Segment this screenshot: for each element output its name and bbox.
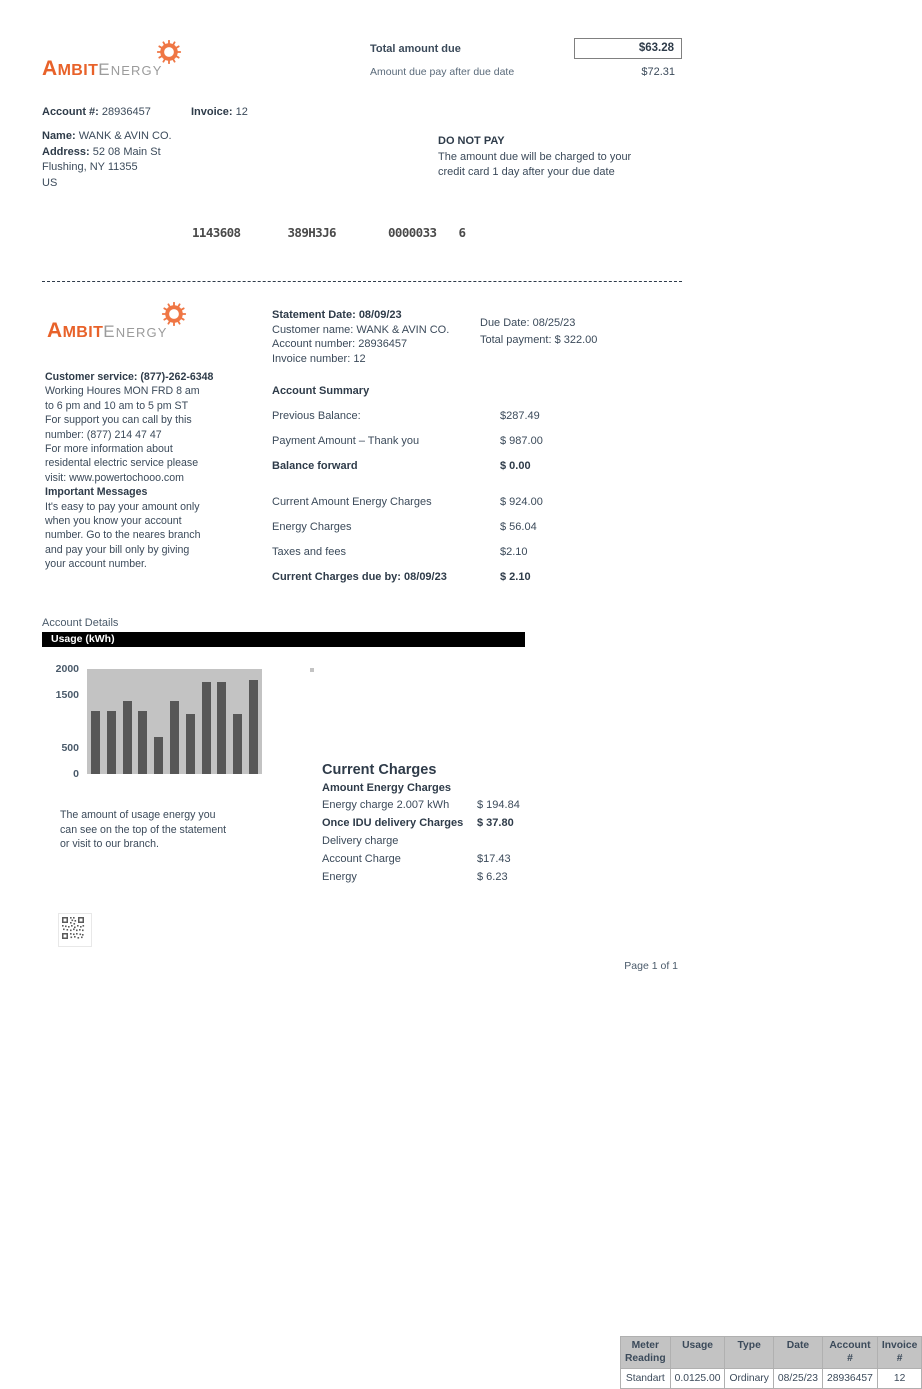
summary-row-value: $287.49 <box>500 410 540 422</box>
micr-segment-4: 6 <box>458 225 466 240</box>
summary-row-value: $ 2.10 <box>500 571 531 583</box>
meter-cell-invoice: 12 <box>877 1369 921 1389</box>
account-details-title: Account Details <box>42 617 119 629</box>
sunburst-icon <box>156 39 182 65</box>
meter-table-head <box>621 1337 922 1369</box>
brand-ambit-rest: MBIT <box>57 62 99 79</box>
meter-cell-account: 28936457 <box>823 1369 878 1389</box>
micr-segment-2: 389H3J6 <box>287 225 336 240</box>
summary-row-label: Current Amount Energy Charges <box>272 496 432 508</box>
meter-cell-usage: 0.0125.00 <box>670 1369 725 1389</box>
working-hours-line1: Working Houres MON FRD 8 am <box>45 385 200 398</box>
usage-section-header: Usage (kWh) <box>42 632 525 647</box>
summary-row-label: Current Charges due by: 08/09/23 <box>272 571 447 583</box>
after-due-date-label: Amount due pay after due date <box>370 66 515 78</box>
charge-value: $ 194.84 <box>477 799 520 811</box>
customer-address-line3: US <box>42 176 58 189</box>
customer-name-value: WANK & AVIN CO. <box>78 130 172 142</box>
customer-address-line2: Flushing, NY 11355 <box>42 161 138 173</box>
summary-row-value: $ 924.00 <box>500 496 543 508</box>
total-amount-due-row <box>370 38 682 59</box>
chart-y-tick: 2000 <box>55 663 79 675</box>
important-line4: and pay your bill only by giving <box>45 543 190 556</box>
charge-label: Account Charge <box>322 853 401 865</box>
usage-note-line2: can see on the top of the statement <box>60 823 227 836</box>
stub-invoice-label: Invoice: <box>190 106 233 118</box>
brand-name-energy: ENERGY <box>98 60 163 79</box>
statement-date-row <box>272 308 449 323</box>
meter-col-meter-reading: Meter Reading <box>621 1337 671 1369</box>
meter-col-invoice: Invoice # <box>877 1337 921 1369</box>
charge-label: Energy <box>322 871 357 883</box>
charge-label: Once IDU delivery Charges <box>322 817 464 829</box>
statement-account-row <box>272 337 449 352</box>
summary-spacer <box>272 485 682 496</box>
summary-row <box>272 521 682 533</box>
chart-bar <box>170 701 179 775</box>
summary-row <box>272 546 682 558</box>
stub-account-value: 28936457 <box>101 106 151 118</box>
meter-col-type: Type <box>725 1337 773 1369</box>
statement-customer-value: WANK & AVIN CO. <box>356 323 450 336</box>
meter-reading-table <box>620 1336 922 1389</box>
charge-row <box>322 817 652 829</box>
amount-due-block <box>370 38 682 85</box>
micr-scanline <box>192 225 465 240</box>
support-line2: number: (877) 214 47 47 <box>45 428 162 441</box>
charge-label: Energy charge 2.007 kWh <box>322 799 450 811</box>
charge-value: $17.43 <box>477 853 511 865</box>
statement-date-value: 08/09/23 <box>358 309 402 321</box>
charge-value: $ 6.23 <box>477 871 508 883</box>
summary-row <box>272 410 682 422</box>
brand-logo-top <box>42 58 162 79</box>
do-not-pay-heading: DO NOT PAY <box>438 135 505 147</box>
stub-account-line <box>42 106 248 118</box>
customer-name-label: Name: <box>42 130 76 142</box>
important-line5: your account number. <box>45 558 147 571</box>
customer-address-label: Address: <box>42 145 90 158</box>
due-date-line: Due Date: 08/25/23 <box>480 317 576 329</box>
important-messages-heading: Important Messages <box>45 486 148 499</box>
statement-meta-block <box>272 308 449 366</box>
summary-row-label: Payment Amount – Thank you <box>272 435 420 447</box>
summary-row <box>272 571 682 583</box>
total-payment-line: Total payment: $ 322.00 <box>480 334 598 346</box>
stub-invoice-value: 12 <box>235 106 248 118</box>
charge-value: $ 37.80 <box>477 817 514 829</box>
meter-col-usage: Usage <box>670 1337 725 1369</box>
total-amount-due-value: $63.28 <box>574 38 682 59</box>
chart-y-tick: 1500 <box>55 689 79 702</box>
customer-name-row <box>42 129 172 145</box>
charge-label: Delivery charge <box>322 835 399 847</box>
chart-plot-area <box>87 669 262 774</box>
after-due-date-value: $72.31 <box>641 66 675 78</box>
summary-row-label: Energy Charges <box>272 521 352 533</box>
page-footer: Page 1 of 1 <box>624 960 678 972</box>
support-line1: For support you can call by this <box>45 414 192 427</box>
micr-segment-1: 1143608 <box>192 225 241 240</box>
account-summary-title: Account Summary <box>272 385 370 397</box>
meter-col-account: Account # <box>823 1337 878 1369</box>
statement-account-label: Account number: <box>272 338 356 351</box>
charge-row <box>322 835 652 847</box>
sunburst-icon <box>161 301 187 327</box>
important-line2: when you know your account <box>45 515 182 528</box>
summary-row-label: Taxes and fees <box>272 546 346 558</box>
meter-col-date: Date <box>773 1337 822 1369</box>
qr-code-icon[interactable] <box>58 913 92 947</box>
account-summary <box>272 385 682 596</box>
micr-segment-3: 0000033 <box>387 225 437 240</box>
customer-address-block <box>42 129 172 191</box>
summary-row-value: $ 56.04 <box>500 521 537 533</box>
chart-bar <box>91 711 100 774</box>
tear-off-divider <box>42 281 682 282</box>
statement-account-value: 28936457 <box>358 338 408 351</box>
statement-invoice-row <box>272 352 449 367</box>
customer-address-row <box>42 145 172 161</box>
charge-row <box>322 799 652 811</box>
meter-cell-reading: Standart <box>621 1369 671 1389</box>
summary-row-label: Balance forward <box>272 460 358 472</box>
meter-table-body <box>621 1369 922 1389</box>
statement-customer-row <box>272 323 449 338</box>
info-line2: residental electric service please <box>45 457 199 470</box>
meter-table-header-row <box>621 1337 922 1369</box>
chart-bar <box>202 682 211 774</box>
chart-y-tick: 0 <box>73 768 79 780</box>
chart-bar <box>154 737 163 774</box>
summary-row-label: Previous Balance: <box>272 410 361 422</box>
stub-account-label: Account #: <box>42 106 99 118</box>
brand-logo-statement: AMBITENERGY <box>47 320 167 341</box>
table-row <box>621 1369 922 1389</box>
usage-note-line1: The amount of usage energy you <box>60 809 216 821</box>
summary-row-value: $ 987.00 <box>500 435 543 447</box>
chart-bar <box>123 701 132 775</box>
chart-bar <box>249 680 258 775</box>
qr-code-glyph <box>61 916 85 940</box>
chart-bar <box>107 711 116 774</box>
info-line1: For more information about <box>45 443 173 456</box>
meter-cell-date: 08/25/23 <box>773 1369 822 1389</box>
chart-bar <box>233 714 242 774</box>
customer-service-label: Customer service: <box>45 371 138 383</box>
chart-y-tick: 500 <box>61 741 79 754</box>
website-link[interactable]: visit: www.powertochooo.com <box>45 471 184 484</box>
summary-row-value: $2.10 <box>500 546 528 558</box>
chart-bar <box>217 682 226 774</box>
statement-invoice-value: 12 <box>353 352 366 365</box>
charge-row <box>322 853 652 865</box>
statement-date-label: Statement Date: <box>272 309 356 321</box>
chart-bar <box>138 711 147 774</box>
customer-service-phone[interactable]: (877)-262-6348 <box>140 371 214 383</box>
current-charges-subtitle: Amount Energy Charges <box>322 782 451 794</box>
summary-row <box>272 460 682 472</box>
due-date-block <box>480 315 597 349</box>
charge-row <box>322 871 652 883</box>
current-charges-title: Current Charges <box>322 762 437 778</box>
chart-bar <box>186 714 195 774</box>
usage-note <box>60 808 295 852</box>
summary-row <box>272 496 682 508</box>
important-line1: It's easy to pay your amount only <box>45 500 200 513</box>
customer-service-row <box>45 370 258 384</box>
usage-note-line3: or visit to our branch. <box>60 838 159 850</box>
brand-name-ambit: AMBIT <box>42 57 99 80</box>
do-not-pay-notice <box>438 134 708 181</box>
working-hours-line2: to 6 pm and 10 am to 5 pm ST <box>45 399 189 412</box>
current-charges-section <box>322 762 652 889</box>
do-not-pay-line1: The amount due will be charged to your <box>438 150 632 163</box>
after-due-date-row <box>370 66 682 78</box>
summary-row <box>272 435 682 447</box>
statement-customer-label: Customer name: <box>272 323 354 336</box>
usage-bar-chart <box>42 663 287 780</box>
chart-y-axis <box>42 663 84 780</box>
meter-cell-type: Ordinary <box>725 1369 773 1389</box>
do-not-pay-line2: credit card 1 day after your due date <box>438 166 615 178</box>
statement-invoice-label: Invoice number: <box>272 352 351 365</box>
customer-service-column <box>45 370 258 572</box>
total-amount-due-label: Total amount due <box>370 42 461 55</box>
important-line3: number. Go to the neares branch <box>45 529 201 542</box>
customer-address-line1: 52 08 Main St <box>92 145 161 158</box>
summary-row-value: $ 0.00 <box>500 460 531 472</box>
